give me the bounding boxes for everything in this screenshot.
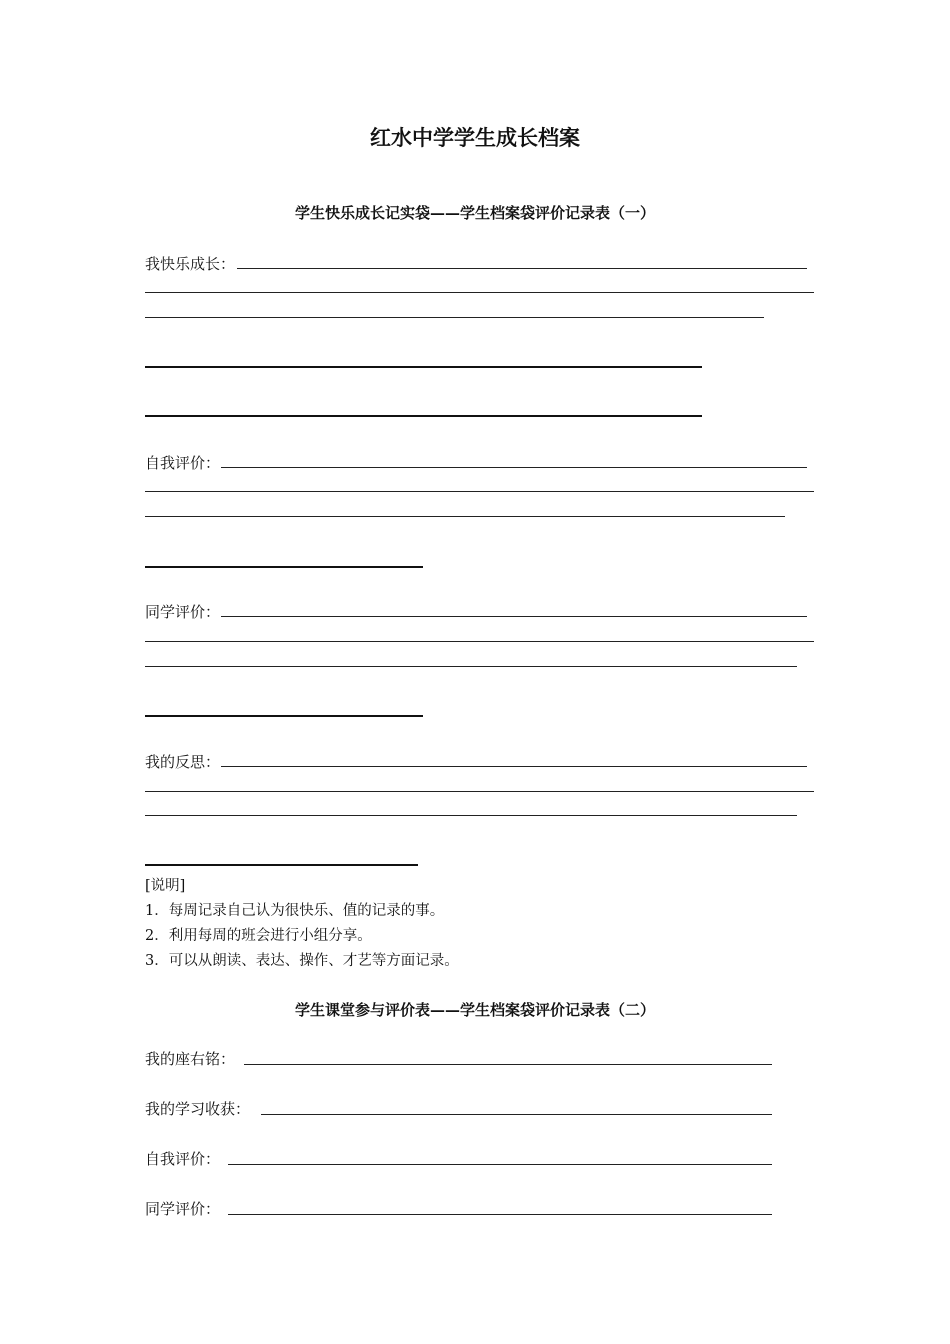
answer-line bbox=[145, 791, 814, 792]
answer-line bbox=[145, 715, 423, 717]
answer-line bbox=[145, 415, 702, 417]
answer-line bbox=[228, 1214, 772, 1215]
answer-line bbox=[221, 766, 807, 767]
answer-line bbox=[237, 268, 807, 269]
notes-header: [说明] bbox=[145, 878, 186, 894]
field-label-peer-evaluation: 同学评价： bbox=[145, 603, 221, 621]
answer-line bbox=[145, 317, 764, 318]
field-label-peer-evaluation-2: 同学评价： bbox=[145, 1200, 221, 1218]
answer-line bbox=[221, 616, 807, 617]
answer-line bbox=[145, 366, 702, 368]
answer-line bbox=[145, 516, 785, 517]
field-label-motto: 我的座右铭： bbox=[145, 1050, 236, 1068]
answer-line bbox=[145, 864, 418, 866]
answer-line bbox=[145, 491, 814, 492]
answer-line bbox=[244, 1064, 772, 1065]
section2-heading: 学生课堂参与评价表——学生档案袋评价记录表（二） bbox=[294, 1001, 655, 1019]
section1-heading: 学生快乐成长记实袋——学生档案袋评价记录表（一） bbox=[294, 204, 655, 222]
document-title: 红水中学学生成长档案 bbox=[370, 125, 580, 150]
note-item: 3．可以从朗读、表达、操作、才艺等方面记录。 bbox=[145, 953, 459, 969]
answer-line bbox=[145, 815, 797, 816]
field-label-reflection: 我的反思： bbox=[145, 753, 221, 771]
field-label-learning-gains: 我的学习收获： bbox=[145, 1100, 251, 1118]
note-item: 2．利用每周的班会进行小组分享。 bbox=[145, 928, 372, 944]
field-label-self-evaluation: 自我评价： bbox=[145, 454, 221, 472]
answer-line bbox=[145, 666, 797, 667]
answer-line bbox=[261, 1114, 772, 1115]
answer-line bbox=[145, 566, 423, 568]
field-label-self-evaluation-2: 自我评价： bbox=[145, 1150, 221, 1168]
field-label-happy-growth: 我快乐成长： bbox=[145, 255, 236, 273]
note-item: 1．每周记录自己认为很快乐、值的记录的事。 bbox=[145, 903, 445, 919]
answer-line bbox=[145, 292, 814, 293]
answer-line bbox=[221, 467, 807, 468]
answer-line bbox=[145, 641, 814, 642]
answer-line bbox=[228, 1164, 772, 1165]
